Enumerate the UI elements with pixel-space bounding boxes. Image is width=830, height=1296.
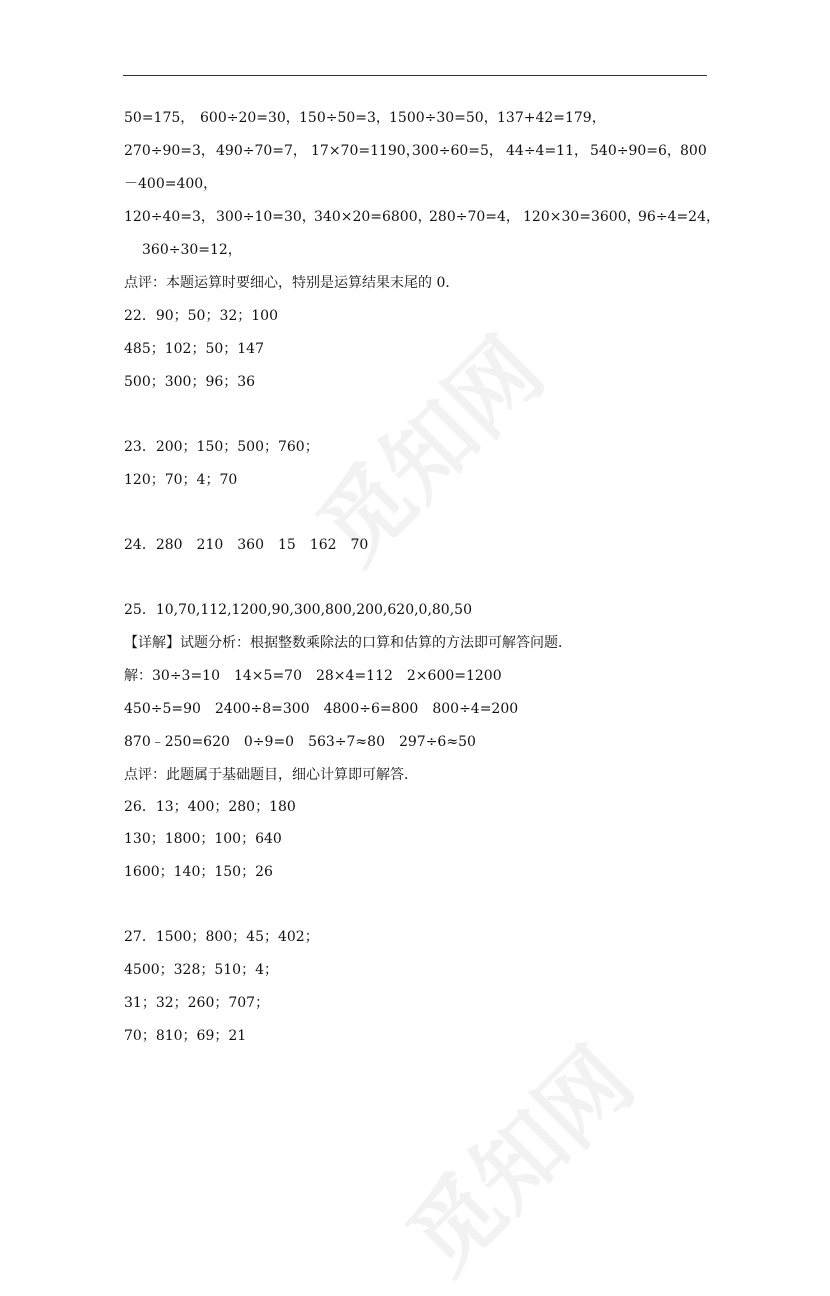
answer-27: 27．1500；800；45；402； (124, 929, 319, 945)
answer-cell: 490÷70=7， (216, 143, 307, 159)
answer-26: 26．13；400；280；180 (124, 799, 296, 815)
answer-cell: 280÷70=4， (429, 209, 520, 225)
answer-cell: 300÷60=5， (412, 143, 503, 159)
text-line: 31；32；260；707； (124, 995, 270, 1011)
text-line: 130；1800；100；640 (124, 831, 282, 847)
answer-cell: 150÷50=3， (299, 110, 390, 126)
answer-cell: 50=175， (124, 110, 195, 126)
answer-cell: 17×70=1190， (311, 143, 420, 159)
answer-cell: 120÷40=3， (124, 209, 215, 225)
answer-cell: 600÷20=30， (200, 110, 300, 126)
text-line: 360÷30=12， (142, 242, 242, 258)
text-line: 500；300；96；36 (124, 374, 256, 390)
answer-cell: 270÷90=3， (124, 143, 215, 159)
text-line: －400=400， (124, 176, 218, 192)
answer-cell: 800 (680, 143, 707, 159)
answer-cell: 96÷4=24， (638, 209, 720, 225)
answer-cell: 120×30=3600， (523, 209, 641, 225)
text-line: 120；70；4；70 (124, 472, 238, 488)
answer-23: 23．200；150；500；760； (124, 439, 319, 455)
text-line: 485；102；50；147 (124, 341, 264, 357)
text-line: 4500；328；510；4； (124, 962, 278, 978)
solution-line: 870﹣250=620 0÷9=0 563÷7≈80 297÷6≈50 (124, 734, 476, 750)
answer-cell: 540÷90=6， (590, 143, 681, 159)
answer-cell: 1500÷30=50， (389, 110, 498, 126)
solution-line: 450÷5=90 2400÷8=300 4800÷6=800 800÷4=200 (124, 701, 519, 717)
solution-line: 解：30÷3=10 14×5=70 28×4=112 2×600=1200 (124, 668, 502, 684)
watermark: 觅知网 (298, 318, 564, 584)
answer-22: 22．90；50；32；100 (124, 308, 278, 324)
comment-line: 点评：本题运算时要细心，特别是运算结果末尾的 0． (124, 275, 460, 291)
answer-cell: 137+42=179， (497, 110, 606, 126)
answer-row-2 (124, 141, 707, 161)
watermark: 觅知网 (388, 1028, 654, 1294)
answer-cell: 44÷4=11， (506, 143, 588, 159)
answer-25: 25．10,70,112,1200,90,300,800,200,620,0,80,50 (124, 602, 472, 618)
answer-cell: 300÷10=30， (216, 209, 316, 225)
text-line: 70；810；69；21 (124, 1028, 247, 1044)
detail-line: 【详解】试题分析：根据整数乘除法的口算和估算的方法即可解答问题． (124, 635, 572, 651)
answer-24: 24．280 210 360 15 162 70 (124, 537, 369, 553)
answer-row-1 (124, 108, 606, 128)
answer-cell: 340×20=6800， (314, 209, 432, 225)
answer-row-3 (124, 207, 720, 227)
comment-line: 点评：此题属于基础题目，细心计算即可解答． (124, 767, 418, 783)
text-line: 1600；140；150；26 (124, 864, 273, 880)
header-rule (123, 75, 707, 76)
